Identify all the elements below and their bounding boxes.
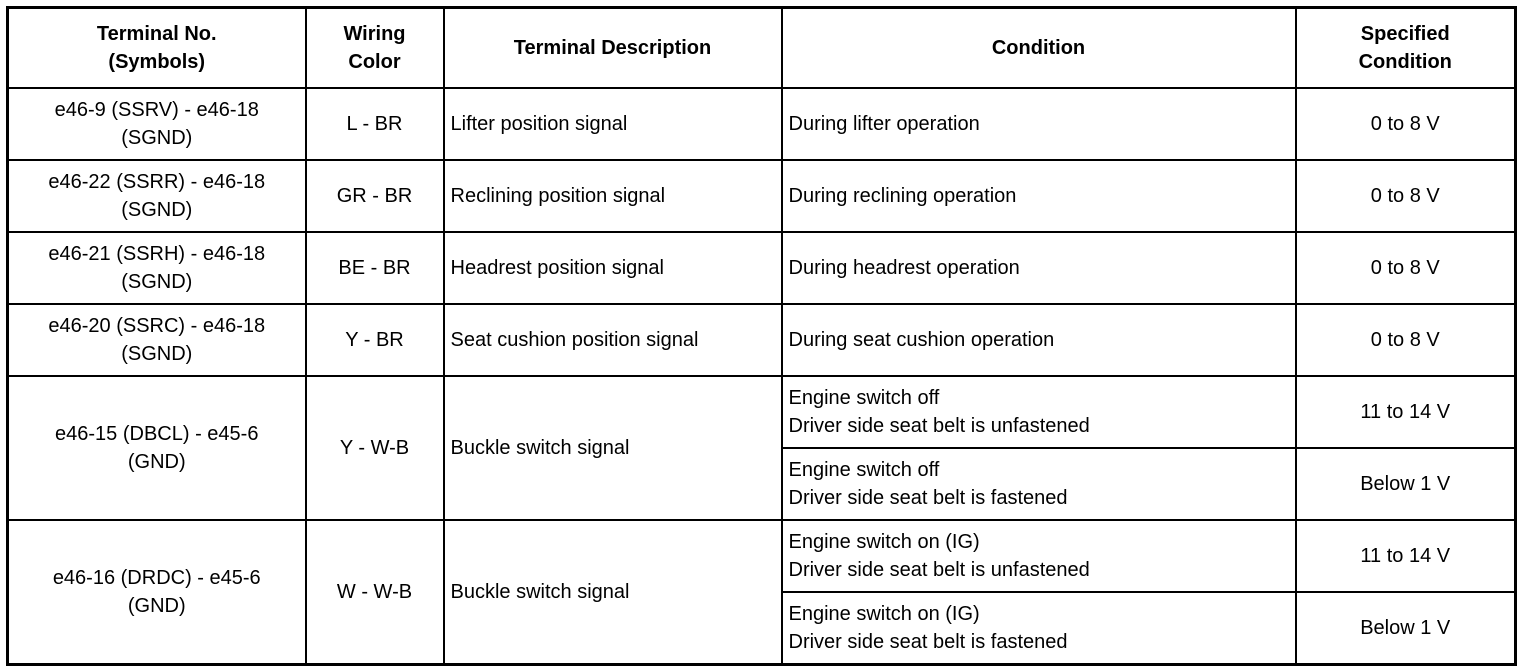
- condition-cell: Engine switch on (IG) Driver side seat belt is unfastened: [782, 520, 1296, 592]
- header-specified-condition: Specified Condition: [1296, 8, 1516, 89]
- description-cell: Lifter position signal: [444, 88, 782, 160]
- table-row: [8, 232, 1516, 304]
- wiring-cell: GR - BR: [306, 160, 444, 232]
- spec-cell: 0 to 8 V: [1296, 232, 1516, 304]
- header-condition: Condition: [782, 8, 1296, 89]
- wiring-cell: BE - BR: [306, 232, 444, 304]
- terminal-spec-table: [6, 6, 1517, 666]
- description-cell: Headrest position signal: [444, 232, 782, 304]
- spec-cell: 0 to 8 V: [1296, 304, 1516, 376]
- spec-cell: 11 to 14 V: [1296, 376, 1516, 448]
- wiring-cell: W - W-B: [306, 520, 444, 664]
- terminal-cell: e46-9 (SSRV) - e46-18 (SGND): [8, 88, 306, 160]
- header-terminal: Terminal No. (Symbols): [8, 8, 306, 89]
- spec-cell: 0 to 8 V: [1296, 160, 1516, 232]
- wiring-cell: L - BR: [306, 88, 444, 160]
- table-row: [8, 376, 1516, 448]
- spec-cell: Below 1 V: [1296, 448, 1516, 520]
- terminal-cell: e46-20 (SSRC) - e46-18 (SGND): [8, 304, 306, 376]
- condition-cell: Engine switch off Driver side seat belt is unfastened: [782, 376, 1296, 448]
- terminal-cell: e46-22 (SSRR) - e46-18 (SGND): [8, 160, 306, 232]
- spec-cell: Below 1 V: [1296, 592, 1516, 664]
- header-terminal-description: Terminal Description: [444, 8, 782, 89]
- spec-cell: 11 to 14 V: [1296, 520, 1516, 592]
- condition-cell: During lifter operation: [782, 88, 1296, 160]
- condition-cell: During headrest operation: [782, 232, 1296, 304]
- condition-cell: During reclining operation: [782, 160, 1296, 232]
- header-row: [8, 8, 1516, 89]
- condition-cell: During seat cushion operation: [782, 304, 1296, 376]
- table-row: [8, 88, 1516, 160]
- terminal-cell: e46-16 (DRDC) - e45-6 (GND): [8, 520, 306, 664]
- table-row: [8, 520, 1516, 592]
- description-cell: Reclining position signal: [444, 160, 782, 232]
- description-cell: Buckle switch signal: [444, 520, 782, 664]
- wiring-cell: Y - W-B: [306, 376, 444, 520]
- spec-cell: 0 to 8 V: [1296, 88, 1516, 160]
- description-cell: Buckle switch signal: [444, 376, 782, 520]
- table-row: [8, 160, 1516, 232]
- wiring-cell: Y - BR: [306, 304, 444, 376]
- condition-cell: Engine switch on (IG) Driver side seat belt is fastened: [782, 592, 1296, 664]
- terminal-cell: e46-15 (DBCL) - e45-6 (GND): [8, 376, 306, 520]
- table-row: [8, 304, 1516, 376]
- description-cell: Seat cushion position signal: [444, 304, 782, 376]
- condition-cell: Engine switch off Driver side seat belt is fastened: [782, 448, 1296, 520]
- terminal-cell: e46-21 (SSRH) - e46-18 (SGND): [8, 232, 306, 304]
- header-wiring-color: Wiring Color: [306, 8, 444, 89]
